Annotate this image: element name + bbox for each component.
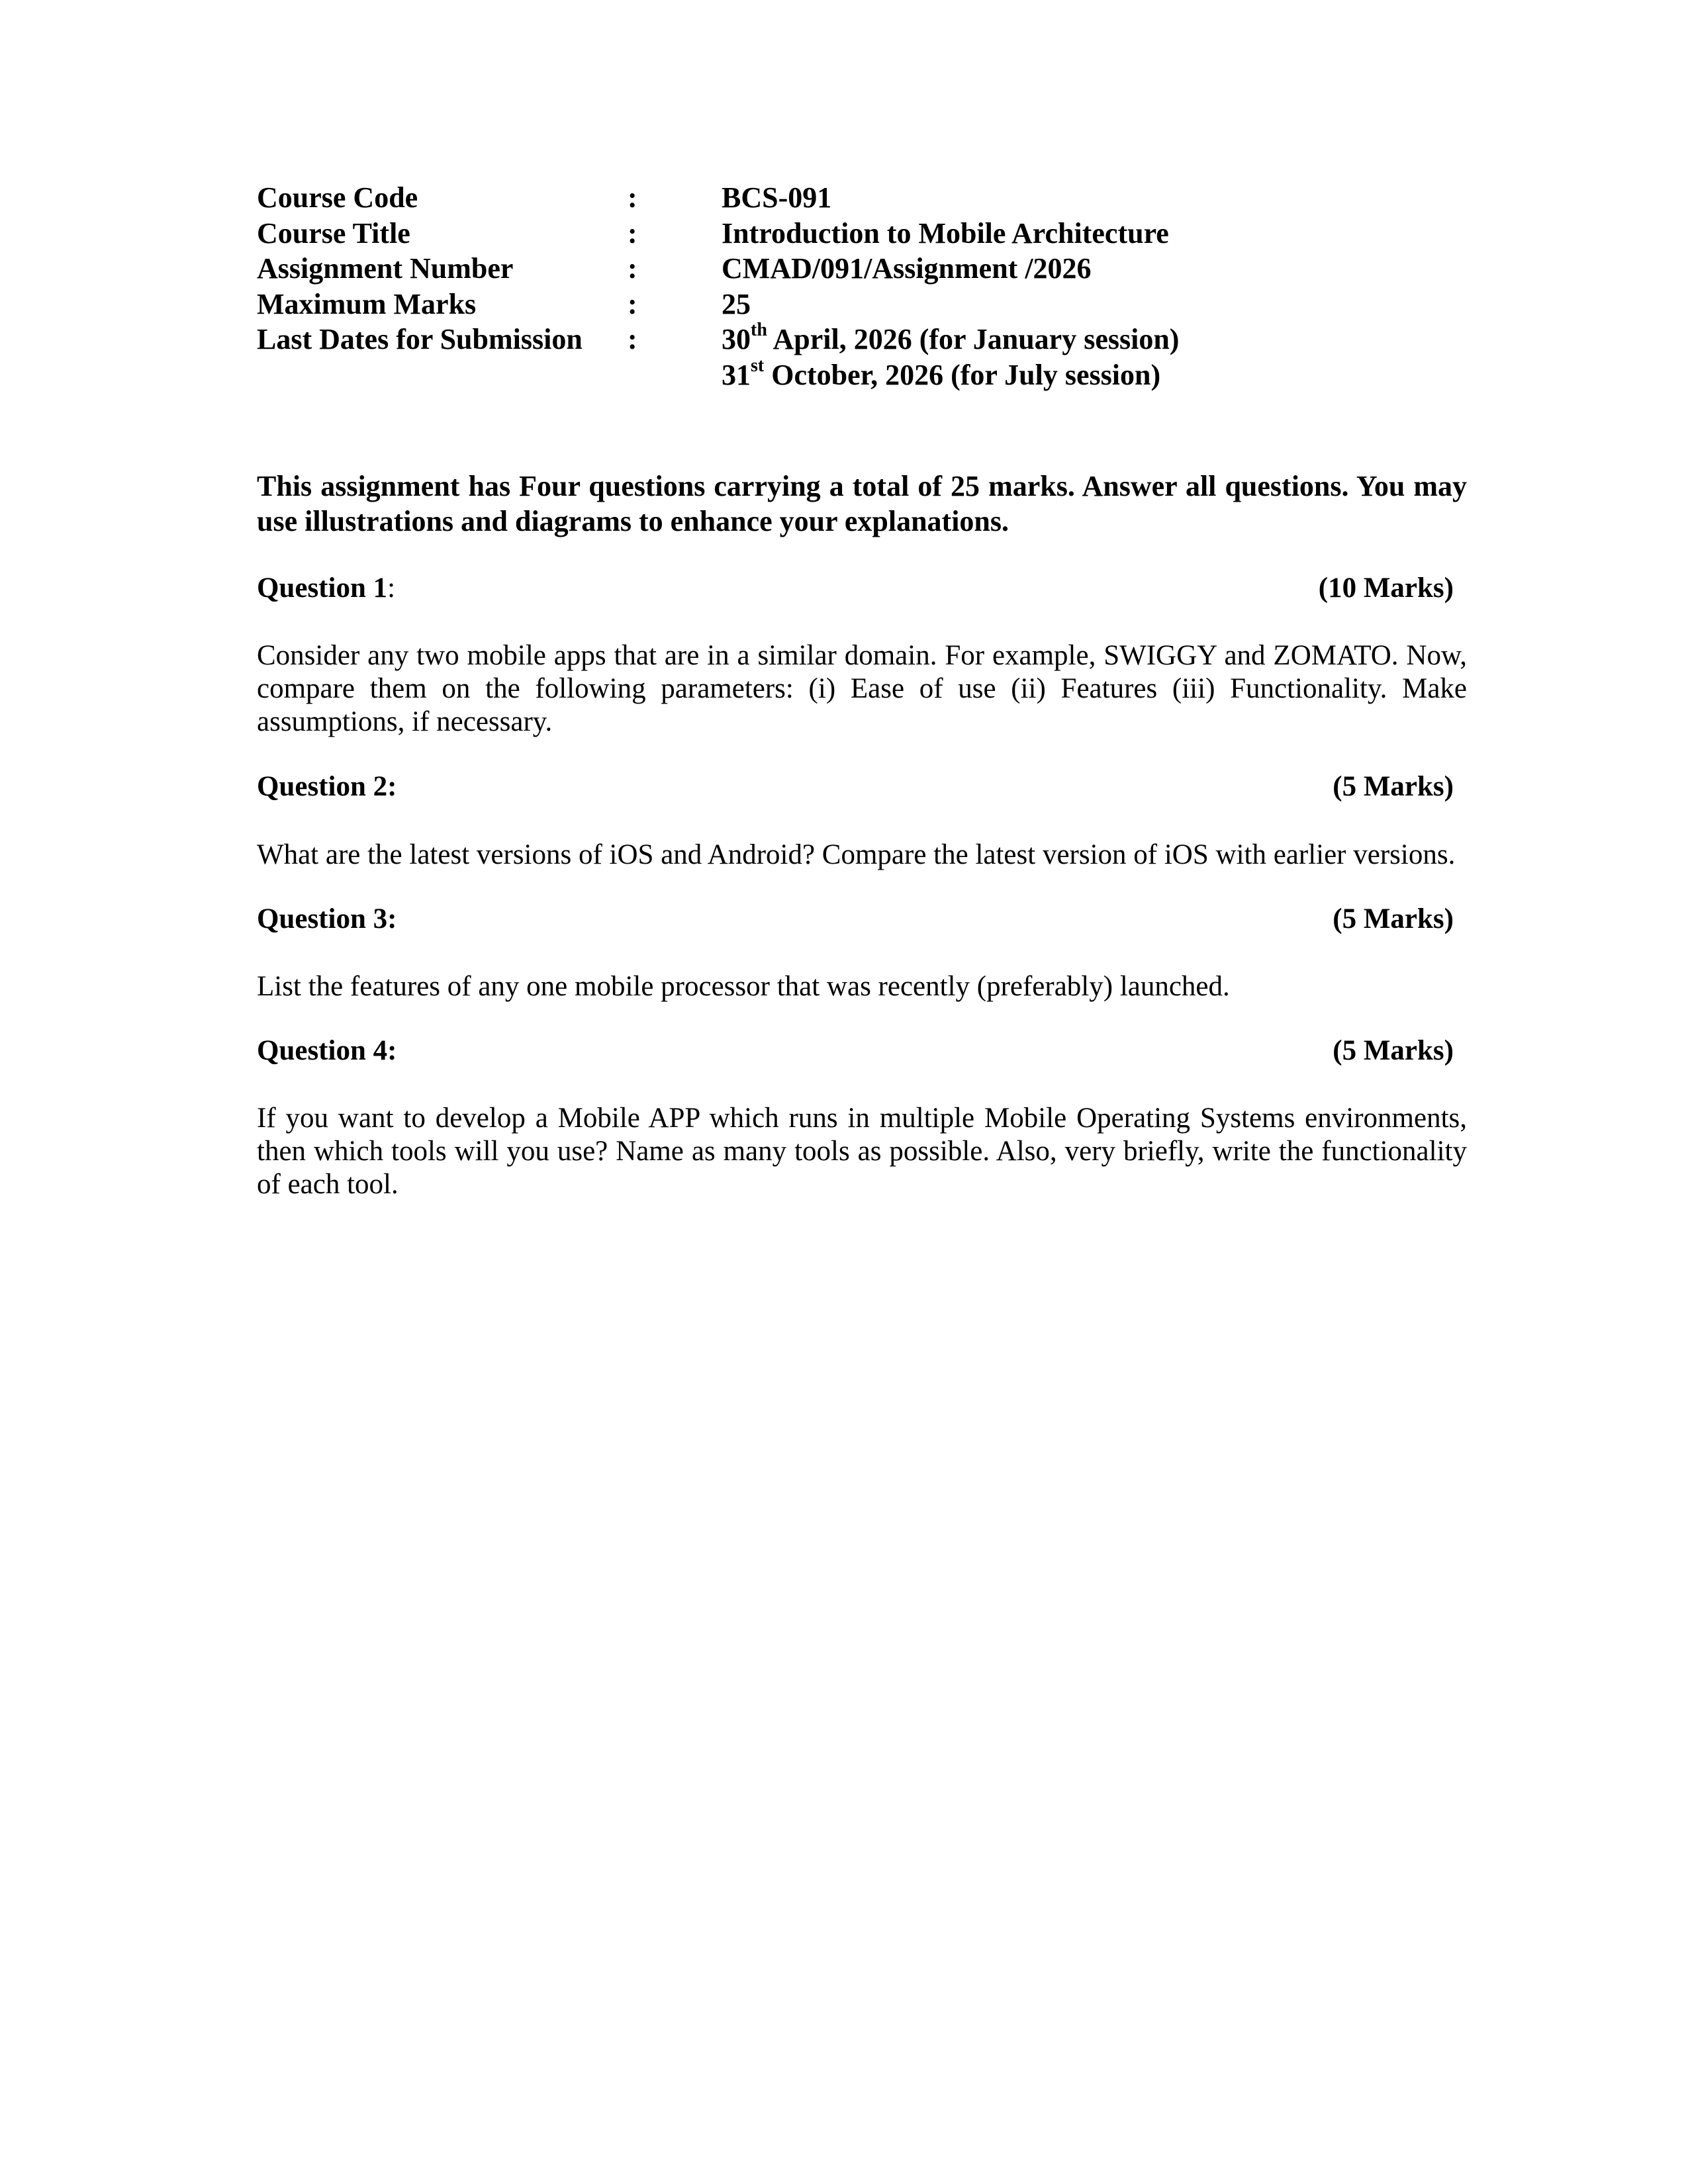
submission-date-row-2 <box>257 357 1515 393</box>
question-4-title: Question 4: <box>257 1035 397 1066</box>
maximum-marks-label: Maximum Marks <box>257 287 477 320</box>
assignment-instruction: This assignment has Four questions carrying a total of 25 marks. Answer all questions. You may use illustrations and diagrams to enhance your explanations. <box>257 470 1467 537</box>
question-3-heading <box>257 901 1454 937</box>
question-1-heading <box>257 570 1454 606</box>
january-session-date <box>722 322 1179 357</box>
separator-colon: : <box>628 323 637 355</box>
separator-colon: : <box>628 216 637 250</box>
question-title-colon: : <box>387 572 396 604</box>
date-ordinal-suffix: th <box>751 320 767 341</box>
course-code-value: BCS-091 <box>722 181 832 214</box>
question-4-text: If you want to develop a Mobile APP which runs in multiple Mobile Operating Systems environments, then which tools will you use? Name as many tools as possible. Also, very briefly, write the functionality of each tool. <box>257 1103 1467 1200</box>
question-1-marks: (10 Marks) <box>1318 572 1454 604</box>
question-1-text: Consider any two mobile apps that are in a similar domain. For example, SWIGGY and ZOMATO. Now, compare them on the following parameters: (i) Ease of use (ii) Features (iii) Functionality. Make assumptions, if necessary. <box>257 640 1467 737</box>
separator-colon: : <box>628 181 637 214</box>
question-3-text: List the features of any one mobile processor that was recently (preferably) launched. <box>257 971 1230 1002</box>
course-code-label: Course Code <box>257 181 418 214</box>
assignment-number-row <box>257 251 1515 287</box>
question-1-title <box>257 570 395 606</box>
course-title-label: Course Title <box>257 216 410 250</box>
maximum-marks-value: 25 <box>722 287 751 320</box>
date-day: 30 <box>722 323 751 355</box>
course-title-value: Introduction to Mobile Architecture <box>722 216 1169 250</box>
question-2-marks: (5 Marks) <box>1333 771 1454 802</box>
date-ordinal-suffix: st <box>751 355 765 376</box>
maximum-marks-row <box>257 287 1515 322</box>
course-info-table <box>257 180 1515 392</box>
assignment-number-label: Assignment Number <box>257 252 514 285</box>
question-4-heading <box>257 1033 1454 1069</box>
submission-date-row <box>257 322 1515 357</box>
course-title-row <box>257 216 1515 251</box>
separator-colon: : <box>628 287 637 320</box>
question-2-title: Question 2: <box>257 771 397 802</box>
question-title-text: Question 1 <box>257 572 388 604</box>
july-session-date <box>722 357 1160 393</box>
date-rest: October, 2026 (for July session) <box>764 358 1161 391</box>
course-code-row <box>257 180 1515 216</box>
question-2-text: What are the latest versions of iOS and Android? Compare the latest version of iOS with earlier versions. <box>257 839 1456 870</box>
assignment-number-value: CMAD/091/Assignment /2026 <box>722 252 1092 285</box>
submission-date-label: Last Dates for Submission <box>257 323 583 355</box>
question-3-title: Question 3: <box>257 903 397 934</box>
question-2-heading <box>257 769 1454 805</box>
date-day: 31 <box>722 358 751 391</box>
question-4-marks: (5 Marks) <box>1333 1035 1454 1066</box>
date-rest: April, 2026 (for January session) <box>767 323 1180 355</box>
separator-colon: : <box>628 252 637 285</box>
question-3-marks: (5 Marks) <box>1333 903 1454 934</box>
